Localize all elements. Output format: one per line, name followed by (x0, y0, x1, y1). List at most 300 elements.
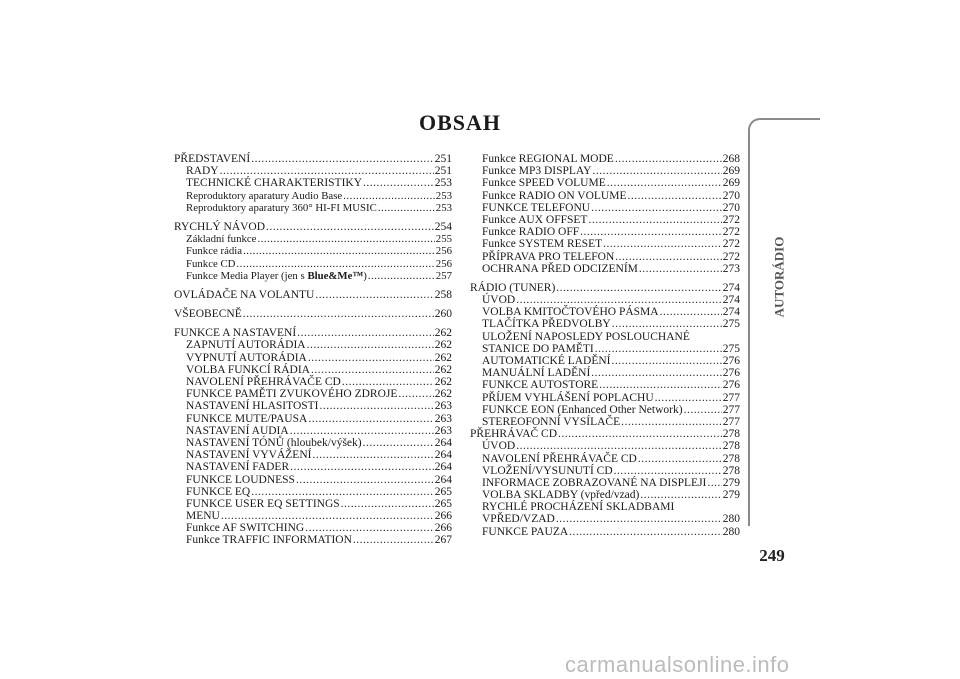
toc-page-number: 274 (722, 294, 740, 307)
toc-entry-label (186, 258, 235, 270)
toc-entry-text: FUNKCE A NASTAVENÍ (174, 327, 297, 340)
toc-entry (470, 214, 740, 226)
toc-dot-leader (266, 221, 434, 233)
toc-dot-leader (607, 177, 722, 189)
toc-entry-text: RYCHLÉ PROCHÁZENÍ SKLADBAMI (482, 501, 675, 514)
toc-page-number: 274 (722, 281, 740, 294)
toc-entry-label (482, 190, 627, 202)
toc-entry-label (482, 238, 602, 250)
toc-entry (174, 437, 452, 449)
toc-entry-text: FUNKCE PAUZA (482, 525, 569, 538)
section-tab (767, 232, 791, 322)
toc-page-number: 263 (434, 412, 452, 425)
toc-entry (174, 327, 452, 339)
toc-entry (470, 153, 740, 165)
toc-dot-leader (308, 352, 434, 364)
toc-dot-leader (398, 388, 433, 400)
toc-dot-leader (342, 376, 434, 388)
toc-entry (174, 486, 452, 498)
toc-dot-leader (236, 258, 434, 270)
toc-page-number: 278 (722, 464, 740, 477)
toc-entry-label (174, 289, 314, 301)
toc-entry (174, 245, 452, 257)
toc-entry-label (482, 153, 614, 165)
watermark: carmanualsonline.info (565, 652, 790, 677)
toc-page-number: 275 (722, 318, 740, 331)
toc-page-number: 279 (722, 489, 740, 502)
toc-entry-label (186, 177, 362, 189)
toc-entry-text: VŠEOBECNĚ (174, 308, 242, 321)
toc-entry-text: OVLÁDAČE NA VOLANTU (174, 288, 315, 301)
toc-page-number: 274 (722, 306, 740, 319)
toc-page-number: 253 (435, 189, 452, 202)
toc-page-number: 276 (722, 367, 740, 380)
toc-entry (470, 165, 740, 177)
toc-dot-leader (220, 165, 434, 177)
toc-entry (470, 202, 740, 214)
toc-entry-label (482, 526, 568, 538)
toc-dot-leader (243, 245, 435, 257)
toc-entry (470, 306, 740, 318)
toc-page-number: 258 (434, 288, 452, 301)
toc-entry-text: TLAČÍTKA PŘEDVOLBY (482, 318, 611, 331)
toc-entry-label (186, 437, 362, 449)
toc-entry (470, 477, 740, 489)
toc-page-number: 272 (722, 250, 740, 263)
section-tab-frame (748, 118, 820, 526)
toc-entry-label (482, 331, 690, 343)
toc-dot-leader (591, 367, 721, 379)
toc-dot-leader (257, 233, 434, 245)
toc-entry (174, 190, 452, 202)
toc-entry-text: VOLBA SKLADBY (vpřed/vzad) (482, 489, 640, 502)
toc-entry-brand: Blue&Me™ (307, 269, 364, 282)
toc-entry-text: ZAPNUTÍ AUTORÁDIA (186, 339, 306, 352)
toc-entry (174, 364, 452, 376)
toc-page-number: 264 (434, 436, 452, 449)
toc-entry-label (186, 474, 295, 486)
toc-dot-leader (363, 177, 434, 189)
toc-page-number: 265 (434, 485, 452, 498)
toc-dot-leader (628, 190, 722, 202)
toc-entry-label (186, 413, 307, 425)
toc-entry-text: FUNKCE EQ (186, 485, 251, 498)
toc-page-number: 253 (434, 177, 452, 190)
toc-page-number: 278 (722, 452, 740, 465)
toc-dot-leader (655, 392, 722, 404)
toc-page-number: 262 (434, 339, 452, 352)
toc-dot-leader (612, 318, 722, 330)
toc-entry-text: Reproduktory aparatury 360° HI-FI MUSIC (186, 201, 377, 214)
toc-entry-text: RYCHLÝ NÁVOD (174, 220, 266, 233)
toc-entry-text: RADY (186, 165, 219, 178)
toc-page-number: 262 (434, 376, 452, 388)
toc-left-column (174, 153, 452, 547)
toc-page-number: 264 (434, 461, 452, 474)
toc-dot-leader (296, 474, 434, 486)
section-tab-label: AUTORÁDIO (771, 236, 787, 318)
toc-page-number: 279 (722, 476, 740, 489)
toc-entry-label (482, 477, 706, 489)
toc-dot-leader (311, 364, 434, 376)
toc-page-number: 277 (722, 403, 740, 416)
toc-entry-text: MANUÁLNÍ LADĚNÍ (482, 367, 591, 380)
toc-entry-text: ÚVOD (482, 294, 516, 307)
toc-entry (470, 379, 740, 391)
toc-page-number: 277 (722, 415, 740, 428)
toc-entry-text: Funkce CD (186, 257, 236, 270)
toc-entry-text: VOLBA FUNKCÍ RÁDIA (186, 363, 310, 376)
toc-dot-leader (341, 498, 434, 510)
toc-page-number: 257 (435, 269, 452, 282)
toc-entry-text: Funkce RADIO ON VOLUME (482, 189, 627, 202)
toc-entry-label (186, 364, 310, 376)
toc-dot-leader (580, 226, 722, 238)
toc-entry-text: Funkce SPEED VOLUME (482, 177, 606, 190)
toc-dot-leader (516, 294, 722, 306)
toc-entry-label (186, 202, 377, 214)
toc-dot-leader (320, 400, 434, 412)
toc-entry (470, 453, 740, 465)
toc-entry-label (186, 245, 242, 257)
toc-page-number: 269 (722, 177, 740, 190)
toc-page-number: 272 (722, 213, 740, 226)
toc-page-number: 269 (722, 165, 740, 178)
toc-dot-leader (612, 355, 722, 367)
toc-entry-label (186, 339, 306, 351)
toc-entry-label (174, 221, 265, 233)
toc-entry-text: ÚVOD (482, 440, 516, 453)
toc-entry (470, 190, 740, 202)
toc-dot-leader (621, 416, 722, 428)
toc-dot-leader (614, 465, 722, 477)
toc-entry-text: NASTAVENÍ AUDIA (186, 424, 289, 437)
toc-page-number: 264 (434, 449, 452, 462)
toc-entry-label (482, 392, 654, 404)
toc-dot-leader (368, 270, 435, 282)
toc-dot-leader (684, 404, 722, 416)
toc-entry-text: VLOŽENÍ/VYSUNUTÍ CD (482, 464, 613, 477)
toc-dot-leader (307, 339, 434, 351)
toc-entry-label (482, 501, 674, 513)
toc-page-number: 280 (722, 513, 740, 526)
toc-dot-leader (378, 202, 435, 214)
toc-dot-leader (297, 327, 434, 339)
toc-page-number: 253 (435, 201, 452, 214)
toc-entry (174, 400, 452, 412)
toc-entry-label (186, 449, 311, 461)
toc-entry (470, 263, 740, 275)
toc-dot-leader (591, 202, 722, 214)
toc-entry (470, 343, 740, 355)
toc-entry (174, 425, 452, 437)
toc-entry-text: RÁDIO (TUNER) (470, 281, 556, 294)
toc-entry (174, 376, 452, 388)
toc-entry-label (186, 388, 397, 400)
toc-entry (470, 489, 740, 501)
toc-entry-label (470, 428, 557, 440)
toc-page-number: 280 (722, 525, 740, 538)
toc-page-number: 267 (434, 534, 452, 547)
toc-entry-text: NAVOLENÍ PŘEHRÁVAČE CD (186, 376, 341, 388)
toc-page-number: 266 (434, 510, 452, 523)
toc-entry-label (186, 510, 220, 522)
toc-entry-text: FUNKCE TELEFONU (482, 201, 591, 214)
toc-entry-label (186, 352, 307, 364)
toc-entry (174, 258, 452, 270)
toc-page-number: 275 (722, 342, 740, 355)
toc-entry-text: FUNKCE LOUDNESS (186, 473, 295, 486)
page-number: 249 (759, 546, 785, 565)
toc-entry-label (470, 282, 555, 294)
toc-entry (470, 294, 740, 306)
toc-entry (174, 413, 452, 425)
toc-entry-text: PŘEDSTAVENÍ (174, 153, 251, 165)
toc-entry-text: Základní funkce (186, 233, 257, 246)
toc-entry-label (186, 522, 304, 534)
toc-page-number: 254 (434, 220, 452, 233)
toc-entry-text: Funkce AUX OFFSET (482, 213, 588, 226)
toc-entry-label (482, 226, 579, 238)
toc-entry (470, 367, 740, 379)
toc-entry (174, 352, 452, 364)
toc-entry-text: ULOŽENÍ NAPOSLEDY POSLOUCHANÉ (482, 330, 690, 343)
toc-dot-leader (305, 522, 434, 534)
toc-dot-leader (615, 251, 721, 263)
toc-dot-leader (707, 477, 721, 489)
toc-dot-leader (312, 449, 433, 461)
toc-entry-label (174, 308, 242, 320)
page-title: OBSAH (418, 110, 502, 135)
toc-dot-leader (516, 440, 722, 452)
toc-entry-text: FUNKCE EON (Enhanced Other Network) (482, 403, 683, 416)
toc-entry-text: STEREOFONNÍ VYSÍLAČE (482, 415, 621, 428)
toc-page-number: 277 (722, 391, 740, 404)
toc-entry (470, 440, 740, 452)
toc-entry (470, 404, 740, 416)
toc-entry-label (482, 294, 515, 306)
toc-entry-text: VYPNUTÍ AUTORÁDIA (186, 351, 307, 364)
toc-entry-label (186, 425, 289, 437)
toc-entry-text: PŘÍPRAVA PRO TELEFON (482, 250, 615, 263)
toc-page-number: 270 (722, 189, 740, 202)
toc-entry (174, 498, 452, 510)
toc-dot-leader (556, 513, 722, 525)
toc-page-number: 262 (434, 351, 452, 364)
toc-entry (174, 165, 452, 177)
toc-entry-text: INFORMACE ZOBRAZOVANÉ NA DISPLEJI (482, 476, 707, 489)
toc-entry-label (482, 165, 591, 177)
toc-entry-text: Funkce RADIO OFF (482, 226, 580, 239)
toc-dot-leader (603, 238, 722, 250)
toc-entry-text: FUNKCE PAMĚTI ZVUKOVÉHO ZDROJE (186, 388, 398, 401)
toc-entry-label (482, 453, 637, 465)
toc-page-number: 264 (434, 473, 452, 486)
toc-page-number: 255 (435, 233, 452, 246)
toc-page-number: 268 (722, 153, 740, 165)
toc-entry-text: FUNKCE MUTE/PAUSA (186, 412, 308, 425)
toc-page-number: 266 (434, 522, 452, 535)
toc-entry-label (174, 153, 250, 165)
toc-dot-leader (243, 308, 434, 320)
toc-entry (470, 238, 740, 250)
toc-entry-label (482, 489, 639, 501)
toc-entry-text: Funkce REGIONAL MODE (482, 153, 614, 165)
toc-entry-text: TECHNICKÉ CHARAKTERISTIKY (186, 177, 363, 190)
toc-dot-leader (558, 428, 722, 440)
toc-page-number: 270 (722, 201, 740, 214)
toc-entry-text: VPŘED/VZAD (482, 513, 555, 526)
toc-entry-text-suffix: ) (363, 269, 367, 282)
toc-dot-leader (290, 425, 434, 437)
toc-dot-leader (588, 214, 721, 226)
toc-dot-leader (251, 153, 434, 165)
toc-entry (174, 522, 452, 534)
toc-entry-label (482, 404, 683, 416)
toc-entry-text: FUNKCE AUTOSTORE (482, 379, 599, 392)
toc-entry-label (186, 400, 319, 412)
toc-entry-text: AUTOMATICKÉ LADĚNÍ (482, 355, 611, 367)
toc-entry (470, 465, 740, 477)
toc-entry (174, 339, 452, 351)
toc-dot-leader (221, 510, 434, 522)
toc-entry-label (482, 465, 613, 477)
toc-dot-leader (308, 413, 433, 425)
toc-dot-leader (343, 190, 435, 202)
toc-entry-text: Funkce AF SWITCHING (186, 522, 305, 535)
toc-entry-text: OCHRANA PŘED ODCIZENÍM (482, 262, 638, 275)
toc-entry-label (186, 165, 219, 177)
toc-entry-text: Funkce Media Player (jen s (186, 269, 308, 282)
toc-dot-leader (638, 453, 722, 465)
toc-entry (174, 289, 452, 301)
toc-entry (470, 282, 740, 294)
toc-entry-text: NASTAVENÍ VYVÁŽENÍ (186, 449, 312, 462)
toc-entry-text: NASTAVENÍ FADER (186, 461, 290, 474)
toc-entry-label (482, 251, 614, 263)
toc-page-number: 278 (722, 428, 740, 441)
toc-dot-leader (251, 486, 434, 498)
toc-entry (470, 392, 740, 404)
toc-entry-text: Funkce MP3 DISPLAY (482, 165, 592, 178)
toc-entry (174, 461, 452, 473)
toc-dot-leader (595, 343, 722, 355)
toc-entry-label (186, 376, 341, 388)
toc-entry-label (186, 498, 340, 510)
toc-entry-text: VOLBA KMITOČTOVÉHO PÁSMA (482, 306, 659, 319)
toc-page-number: 263 (434, 424, 452, 437)
toc-entry-text: Funkce TRAFFIC INFORMATION (186, 534, 352, 547)
toc-entry (470, 526, 740, 538)
toc-right-column (470, 153, 740, 538)
toc-entry-label (186, 486, 250, 498)
toc-entry-label (482, 416, 620, 428)
toc-entry-text: PŘEHRÁVAČ CD (470, 428, 558, 441)
toc-dot-leader (290, 461, 434, 473)
toc-page-number: 272 (722, 238, 740, 251)
toc-entry-label (482, 513, 555, 525)
toc-entry-text: STANICE DO PAMĚTI (482, 342, 594, 355)
toc-entry-text: PŘÍJEM VYHLÁŠENÍ POPLACHU (482, 391, 654, 404)
toc-dot-leader (569, 526, 722, 538)
toc-entry-label (186, 270, 367, 282)
toc-dot-leader (315, 289, 433, 301)
toc-dot-leader (615, 153, 722, 165)
toc-entry (470, 331, 740, 343)
toc-entry (470, 513, 740, 525)
toc-entry-text: Funkce rádia (186, 245, 243, 258)
toc-entry (470, 428, 740, 440)
toc-entry-label (186, 190, 342, 202)
toc-page-number: 276 (722, 379, 740, 392)
toc-entry-text: NASTAVENÍ HLASITOSTI (186, 400, 319, 413)
toc-entry-label (482, 306, 659, 318)
toc-entry (174, 233, 452, 245)
toc-entry-label (482, 263, 638, 275)
toc-page-number: 262 (434, 363, 452, 376)
toc-entry-text: NAVOLENÍ PŘEHRÁVAČE CD (482, 452, 637, 465)
toc-entry (470, 226, 740, 238)
toc-entry-label (482, 202, 590, 214)
toc-entry (174, 202, 452, 214)
toc-dot-leader (592, 165, 721, 177)
toc-entry-text: Funkce SYSTEM RESET (482, 238, 603, 251)
toc-entry-label (482, 379, 598, 391)
toc-page-number: 278 (722, 440, 740, 453)
toc-entry-label (482, 177, 606, 189)
toc-page-number: 273 (722, 262, 740, 275)
toc-entry (470, 177, 740, 189)
toc-entry (470, 355, 740, 367)
toc-dot-leader (660, 306, 722, 318)
toc-entry-label (482, 367, 590, 379)
toc-page-number: 251 (434, 165, 452, 178)
toc-page-number: 256 (435, 245, 452, 258)
toc-entry (174, 474, 452, 486)
toc-page-number: 272 (722, 226, 740, 239)
toc-entry-text: Reproduktory aparatury Audio Base (186, 189, 343, 202)
toc-entry-label (174, 327, 296, 339)
toc-entry-label (482, 214, 587, 226)
toc-entry-label (186, 233, 256, 245)
toc-entry (174, 534, 452, 546)
toc-entry-text: MENU (186, 510, 220, 523)
toc-entry-label (186, 461, 289, 473)
toc-dot-leader (639, 263, 722, 275)
toc-page-number: 265 (434, 497, 452, 510)
toc-entry-label (482, 318, 611, 330)
toc-entry (174, 153, 452, 165)
toc-entry-label (482, 343, 594, 355)
toc-entry (470, 501, 740, 513)
toc-page-number: 251 (434, 153, 452, 165)
toc-entry (174, 449, 452, 461)
toc-dot-leader (640, 489, 721, 501)
toc-entry (174, 510, 452, 522)
toc-page-number: 263 (434, 400, 452, 413)
toc-entry (174, 221, 452, 233)
toc-page-number: 276 (722, 355, 740, 367)
toc-entry (470, 318, 740, 330)
toc-dot-leader (599, 379, 722, 391)
toc-entry-label (482, 355, 611, 367)
toc-entry (174, 270, 452, 282)
toc-entry (174, 388, 452, 400)
toc-entry (470, 251, 740, 263)
toc-entry-text: FUNKCE USER EQ SETTINGS (186, 497, 340, 510)
toc-dot-leader (363, 437, 434, 449)
toc-page-number: 262 (434, 327, 452, 340)
